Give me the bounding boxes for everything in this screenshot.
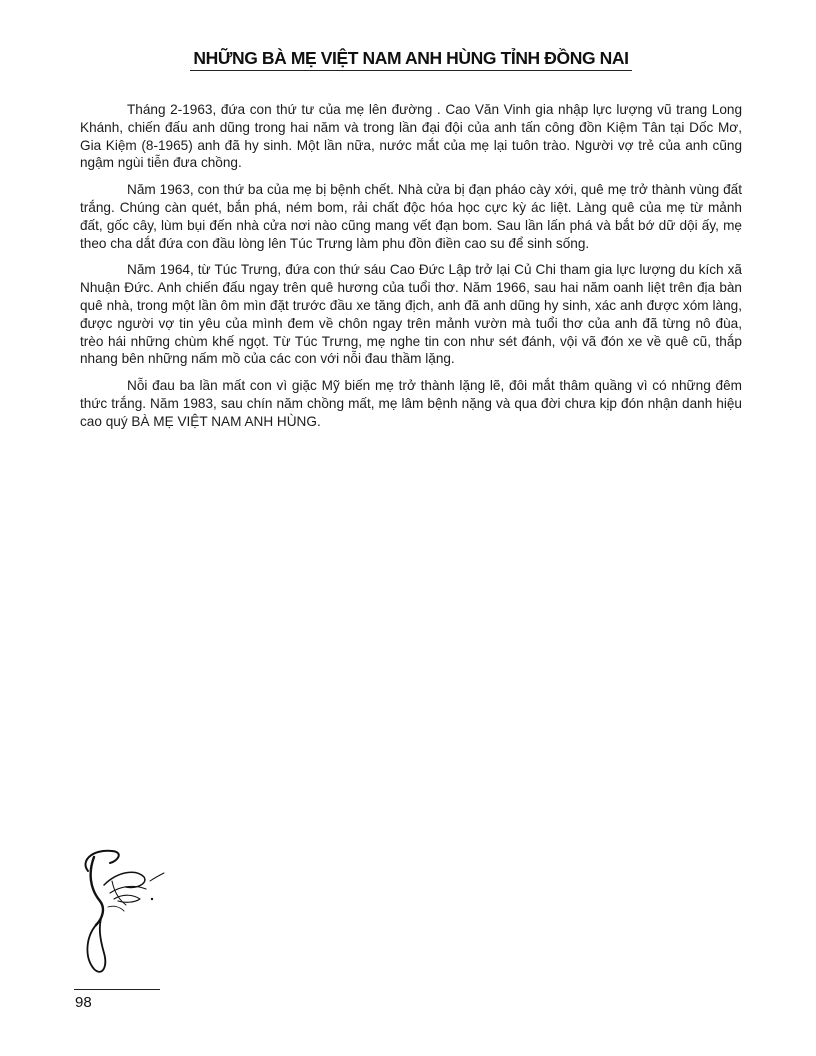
- handwritten-signature-icon: [74, 845, 174, 980]
- header-underline: [190, 70, 632, 71]
- page-number: 98: [75, 994, 92, 1011]
- footer-rule: [74, 989, 160, 990]
- page-header: [190, 47, 632, 71]
- paragraph: Nỗi đau ba lần mất con vì giặc Mỹ biến mẹ trở thành lặng lẽ, đôi mắt thâm quầng vì có những đêm thức trắng. Năm 1983, sau chín năm chồng mất, mẹ lâm bệnh nặng và qua đời chưa kịp đón nhận danh hiệu cao quý BÀ MẸ VIỆT NAM ANH HÙNG.: [80, 378, 742, 429]
- article-body: [80, 101, 742, 440]
- paragraph: Năm 1963, con thứ ba của mẹ bị bệnh chết. Nhà cửa bị đạn pháo cày xới, quê mẹ trở thành vùng đất trắng. Chúng càn quét, bắn phá, ném bom, rải chất độc hóa học cực kỳ ác liệt. Làng quê của mẹ từ mảnh đất, gốc cây, lùm bụi đến nhà cửa nơi nào cũng mang vết đạn bom. Sau lần lấn phá và bắt bớ dữ dội ấy, mẹ theo cha dắt đứa con đầu lòng lên Túc Trưng làm phu đồn điền cao su để sinh sống.: [80, 182, 742, 251]
- page-title: NHỮNG BÀ MẸ VIỆT NAM ANH HÙNG TỈNH ĐỒNG NAI: [193, 48, 629, 68]
- paragraph: Năm 1964, từ Túc Trưng, đứa con thứ sáu Cao Đức Lập trở lại Củ Chi tham gia lực lượng du kích xã Nhuận Đức. Anh chiến đấu ngay trên quê hương của tuổi thơ. Năm 1966, sau hai năm oanh liệt trên địa bàn quê nhà, trong một lần ôm mìn đặt trước đầu xe tăng địch, anh đã anh dũng hy sinh, xác anh được xóm làng, được người vợ tin yêu của mình đem về chôn ngay trên mảnh vườn mà tuổi thơ của anh đã từng nô đùa, trèo hái những chùm khế ngọt. Từ Túc Trưng, mẹ nghe tin con như sét đánh, vội vã đón xe về quê cũ, thắp nhang bên những nấm mồ của các con với nỗi đau thầm lặng.: [80, 262, 742, 367]
- paragraph: Tháng 2-1963, đứa con thứ tư của mẹ lên đường . Cao Văn Vinh gia nhập lực lượng vũ trang Long Khánh, chiến đấu anh dũng trong hai năm và trong lần đại đội của anh tấn công đồn Kiệm Tân tại Dốc Mơ, Gia Kiệm (8-1965) anh đã hy sinh. Một lần nữa, nước mắt của mẹ lại tuôn trào. Người vợ trẻ của anh cũng ngậm ngùi tiễn đưa chồng.: [80, 102, 742, 171]
